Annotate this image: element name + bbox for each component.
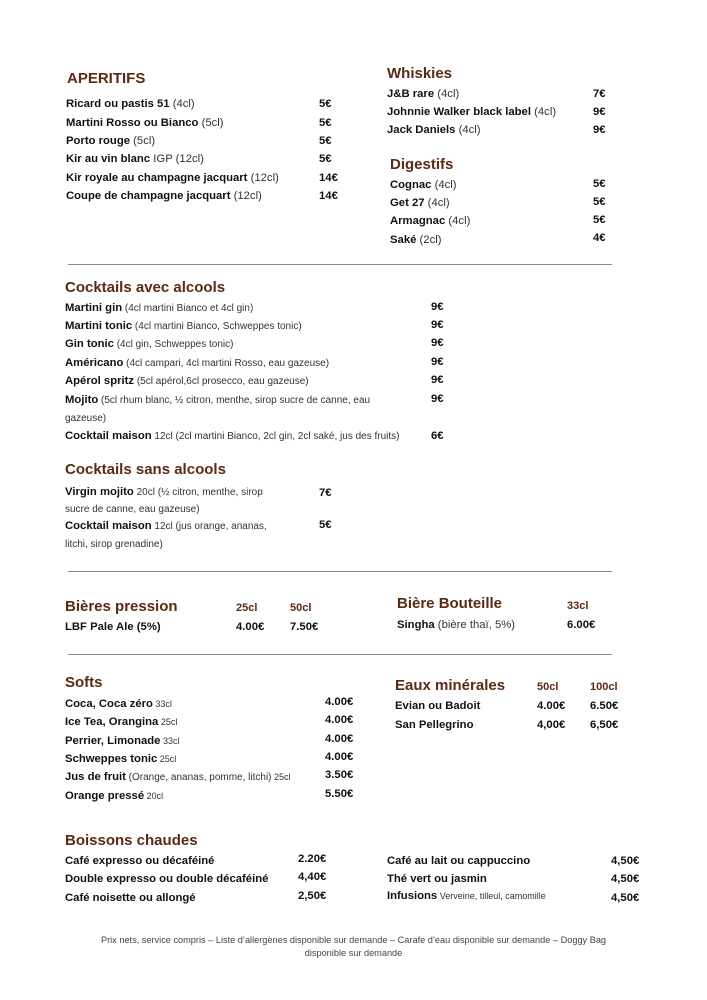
item-price: 4,40€ [298, 871, 327, 883]
section-title-aperitifs: APERITIFS [67, 70, 146, 87]
item-name: Evian ou Badoit [395, 700, 481, 712]
item-price: 5.50€ [325, 788, 354, 800]
section-title-cocktails-alcool: Cocktails avec alcools [65, 279, 226, 296]
item-name: J&B rare [387, 88, 435, 100]
section-title-eaux: Eaux minérales [395, 677, 506, 694]
menu-item [390, 233, 442, 247]
item-name: Kir au vin blanc [66, 153, 151, 165]
item-price: 2,50€ [298, 890, 327, 902]
item-price: 7€ [319, 487, 332, 499]
divider [68, 571, 612, 572]
menu-item [66, 134, 155, 148]
item-name: Ricard ou pastis 51 [66, 98, 170, 110]
menu-item [66, 171, 279, 185]
item-name: Gin tonic [65, 338, 114, 350]
item-name: Américano [65, 357, 124, 369]
menu-item [65, 715, 177, 729]
menu-item [65, 485, 263, 500]
item-name: Thé vert ou jasmin [387, 873, 487, 885]
item-name: LBF Pale Ale (5%) [65, 621, 161, 633]
menu-item-continued [65, 502, 200, 517]
item-name: Cognac [390, 179, 432, 191]
item-desc: (5cl) [198, 117, 224, 129]
item-name: San Pellegrino [395, 719, 474, 731]
item-price: 5€ [319, 98, 332, 110]
item-name: Armagnac [390, 215, 446, 227]
item-desc: (4cl) [530, 106, 557, 118]
section-title-cocktails-sans: Cocktails sans alcools [65, 461, 226, 478]
item-name: Perrier, Limonade [65, 735, 161, 747]
item-desc: gazeuse) [65, 413, 107, 424]
menu-item [66, 97, 195, 111]
menu-item [65, 301, 253, 316]
item-desc: (4cl martini Bianco et 4cl gin) [122, 303, 254, 314]
item-desc: (5cl rhum blanc, ½ citron, menthe, sirop sucre de canne, eau [98, 395, 371, 406]
item-name: Martini gin [65, 302, 123, 314]
section-title-biere-bouteille: Bière Bouteille [397, 595, 503, 612]
item-price: 3.50€ [325, 769, 354, 781]
menu-item [397, 618, 515, 632]
item-price: 7€ [593, 88, 606, 100]
item-name: Jack Daniels [387, 124, 456, 136]
item-name: Schweppes tonic [65, 753, 158, 765]
item-desc: IGP (12cl) [150, 153, 204, 165]
item-desc: (bière thaï, 5%) [434, 619, 516, 631]
item-price: 5€ [593, 214, 606, 226]
item-desc: 12cl (2cl martini Bianco, 2cl gin, 2cl saké, jus des fruits) [151, 431, 400, 442]
item-price: 4.00€ [325, 751, 354, 763]
item-price: 7.50€ [290, 621, 319, 633]
item-price: 9€ [431, 301, 444, 313]
menu-item [387, 87, 459, 101]
item-price: 4,00€ [537, 719, 566, 731]
item-name: Porto rouge [66, 135, 131, 147]
item-desc: Verveine, tilleul, camomille [437, 891, 546, 901]
item-name: Singha [397, 619, 435, 631]
column-header: 100cl [590, 681, 618, 693]
column-header: 50cl [290, 602, 312, 614]
item-desc: (4cl gin, Schweppes tonic) [113, 339, 234, 350]
item-price: 2.20€ [298, 853, 327, 865]
menu-item [65, 872, 268, 886]
section-title-chaudes: Boissons chaudes [65, 832, 198, 849]
item-name: Jus de fruit [65, 771, 126, 783]
item-desc: (12cl) [247, 172, 279, 184]
item-desc: (5cl) [130, 135, 156, 147]
item-price: 4€ [593, 232, 606, 244]
item-price: 14€ [319, 172, 338, 184]
menu-item [65, 429, 400, 444]
item-size: 25cl [157, 754, 177, 764]
item-desc: 12cl (jus orange, ananas, [151, 521, 267, 532]
item-desc: 20cl (½ citron, menthe, sirop [133, 487, 263, 498]
item-name: Johnnie Walker black label [387, 106, 531, 118]
item-name: Orange pressé [65, 790, 145, 802]
menu-item [387, 105, 556, 119]
item-name: Virgin mojito [65, 486, 134, 498]
menu-item [387, 872, 487, 886]
item-name: Double expresso ou double décaféiné [65, 873, 269, 885]
item-price: 6€ [431, 430, 444, 442]
menu-item [387, 854, 530, 868]
section-title-digestifs: Digestifs [390, 156, 454, 173]
item-price: 14€ [319, 190, 338, 202]
menu-item [65, 374, 309, 389]
item-name: Infusions [387, 890, 438, 902]
item-desc: (4cl) [431, 179, 457, 191]
menu-item-continued [65, 411, 106, 426]
item-name: Get 27 [390, 197, 425, 209]
section-title-bieres-pression: Bières pression [65, 598, 178, 615]
item-desc: sucre de canne, eau gazeuse) [65, 504, 200, 515]
menu-item [66, 152, 204, 166]
column-header: 33cl [567, 600, 589, 612]
item-price: 9€ [431, 319, 444, 331]
menu-item [65, 356, 329, 371]
item-price: 4.00€ [537, 700, 566, 712]
item-name: Cocktail maison [65, 430, 152, 442]
column-header: 25cl [236, 602, 258, 614]
item-price: 5€ [319, 117, 332, 129]
item-price: 4,50€ [611, 892, 640, 904]
item-price: 9€ [431, 356, 444, 368]
menu-item [395, 718, 473, 732]
item-price: 4.00€ [325, 696, 354, 708]
item-name: Saké [390, 234, 417, 246]
menu-item [65, 891, 196, 905]
menu-item [390, 214, 470, 228]
item-desc: litchi, sirop grenadine) [65, 539, 163, 550]
divider [68, 654, 612, 655]
footer-note [70, 934, 637, 960]
menu-item [65, 752, 176, 766]
item-name: Martini Rosso ou Bianco [66, 117, 199, 129]
menu-item [390, 178, 457, 192]
menu-item [387, 123, 481, 137]
section-title-whiskies: Whiskies [387, 65, 453, 82]
item-size: 25cl [158, 717, 178, 727]
item-desc: (4cl martini Bianco, Schweppes tonic) [132, 321, 302, 332]
item-price: 6.50€ [590, 700, 619, 712]
footer-line: Prix nets, service compris – Liste d’allergènes disponible sur demande – Carafe d’eau disponible sur demande – Doggy Bag [100, 935, 607, 945]
menu-item [65, 854, 214, 868]
menu-item-continued [65, 537, 163, 552]
column-header: 50cl [537, 681, 559, 693]
menu-item [390, 196, 450, 210]
menu-item [65, 770, 291, 785]
item-price: 6.00€ [567, 619, 596, 631]
section-title-softs: Softs [65, 674, 103, 691]
item-price: 4.00€ [325, 733, 354, 745]
item-desc: (2cl) [416, 234, 442, 246]
item-name: Ice Tea, Orangina [65, 716, 159, 728]
item-desc: (Orange, ananas, pomme, litchi) [125, 772, 272, 783]
item-price: 5€ [319, 135, 332, 147]
item-price: 5€ [593, 196, 606, 208]
menu-item [66, 116, 224, 130]
item-price: 4,50€ [611, 873, 640, 885]
item-name: Cocktail maison [65, 520, 152, 532]
footer-line: disponible sur demande [304, 948, 403, 958]
item-price: 9€ [593, 124, 606, 136]
item-name: Apérol spritz [65, 375, 135, 387]
item-price: 5€ [593, 178, 606, 190]
item-price: 5€ [319, 153, 332, 165]
item-size: 33cl [152, 699, 172, 709]
menu-item [65, 789, 163, 803]
menu-item [65, 734, 179, 748]
item-desc: (4cl) [169, 98, 195, 110]
item-desc: (4cl) [455, 124, 481, 136]
item-price: 6,50€ [590, 719, 619, 731]
item-name: Café expresso ou décaféiné [65, 855, 215, 867]
item-price: 9€ [431, 374, 444, 386]
item-name: Kir royale au champagne jacquart [66, 172, 248, 184]
item-price: 9€ [593, 106, 606, 118]
item-name: Café au lait ou cappuccino [387, 855, 531, 867]
item-desc: (5cl apérol,6cl prosecco, eau gazeuse) [134, 376, 309, 387]
menu-item [65, 393, 370, 408]
item-price: 4,50€ [611, 855, 640, 867]
item-desc: (4cl) [424, 197, 450, 209]
item-desc: (4cl campari, 4cl martini Rosso, eau gazeuse) [123, 358, 330, 369]
item-name: Mojito [65, 394, 99, 406]
menu-item [387, 889, 546, 903]
item-name: Coupe de champagne jacquart [66, 190, 231, 202]
item-size: 33cl [160, 736, 180, 746]
item-size: 25cl [271, 772, 291, 782]
item-name: Martini tonic [65, 320, 133, 332]
item-price: 4.00€ [325, 714, 354, 726]
menu-item [395, 699, 480, 713]
menu-item [65, 337, 233, 352]
menu-item [65, 319, 302, 334]
item-desc: (4cl) [445, 215, 471, 227]
item-name: Coca, Coca zéro [65, 698, 153, 710]
divider [68, 264, 612, 265]
item-price: 9€ [431, 337, 444, 349]
item-desc: (4cl) [434, 88, 460, 100]
menu-item [65, 620, 161, 634]
menu-item [65, 697, 172, 711]
menu-item [65, 519, 267, 534]
item-desc: (12cl) [230, 190, 262, 202]
item-name: Café noisette ou allongé [65, 892, 196, 904]
item-price: 5€ [319, 519, 332, 531]
item-size: 20cl [144, 791, 164, 801]
item-price: 9€ [431, 393, 444, 405]
item-price: 4.00€ [236, 621, 265, 633]
menu-item [66, 189, 262, 203]
